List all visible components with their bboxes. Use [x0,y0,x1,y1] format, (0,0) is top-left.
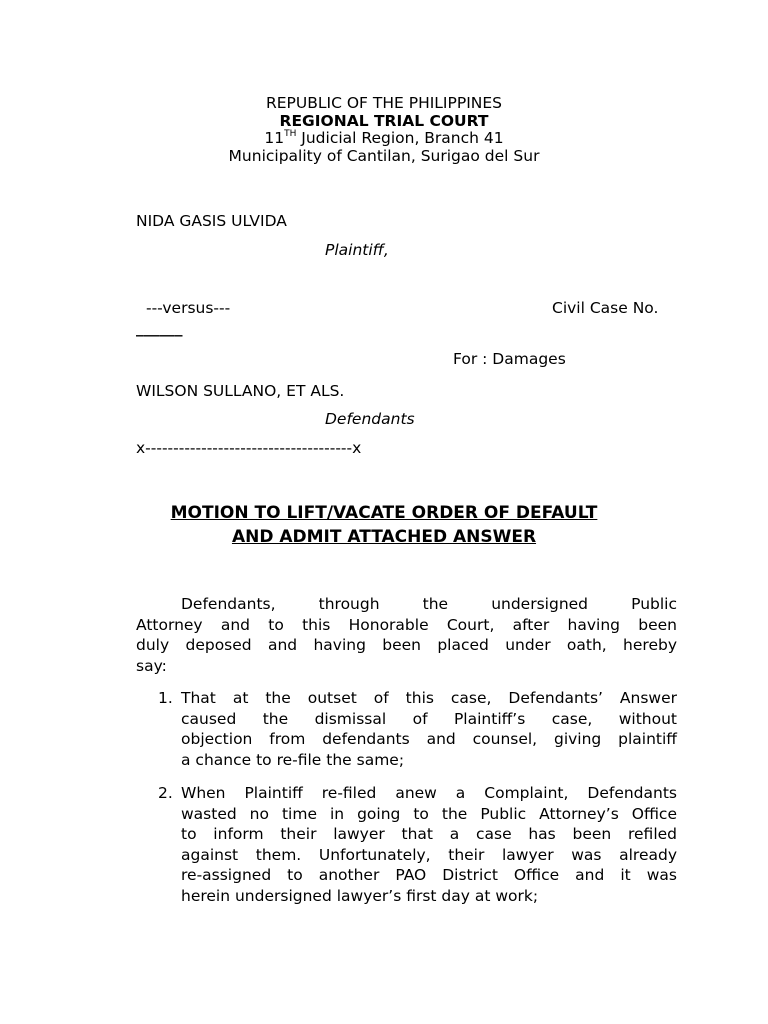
intro-line: Defendants, through the undersigned Public [181,595,677,613]
list-item-line: That at the outset of this case, Defendants’ Answer [181,689,677,707]
list-item-line: re-assigned to another PAO District Office and it was [181,866,677,884]
motion-title-line2: AND ADMIT ATTACHED ANSWER [231,527,537,547]
case-number-blank: ______ [136,319,183,337]
list-item-number: 1. [158,689,173,707]
intro-line: say: [136,656,167,675]
caption-divider: x-------------------------------------x [136,439,362,457]
defendant-name: WILSON SULLANO, ET ALS. [136,382,345,400]
motion-title-line1: MOTION TO LIFT/VACATE ORDER OF DEFAULT [170,503,598,523]
case-nature: For : Damages [453,350,566,368]
list-item-line: herein undersigned lawyer’s first day at work; [181,886,539,905]
list-item-line: to inform their lawyer that a case has been refiled [181,825,677,843]
intro-line: Attorney and to this Honorable Court, after having been [136,615,677,634]
list-item-line: against them. Unfortunately, their lawyer was already [181,845,677,864]
list-item-line: wasted no time in going to the Public Attorney’s Office [181,804,677,823]
header-municipality: Municipality of Cantilan, Surigao del Sur [228,147,540,165]
defendant-role: Defendants [325,410,415,428]
list-item-text [181,783,677,906]
list-item-text [181,688,677,770]
header-republic: REPUBLIC OF THE PHILIPPINES [265,94,502,112]
list-item-line: caused the dismissal of Plaintiff’s case, without [181,709,677,728]
list-item-line: a chance to re-file the same; [181,750,405,769]
versus-label: ---versus--- [146,299,231,317]
intro-line: duly deposed and having been placed under oath, hereby [136,636,677,654]
list-item-line: objection from defendants and counsel, giving plaintiff [181,730,677,748]
plaintiff-role: Plaintiff, [325,241,389,259]
header-region-ordinal: TH [284,129,297,139]
case-number-label: Civil Case No. [552,299,659,317]
header-court: REGIONAL TRIAL COURT [279,112,489,130]
plaintiff-name: NIDA GASIS ULVIDA [136,212,287,230]
list-item-line: When Plaintiff re-filed anew a Complaint, Defendants [181,784,677,802]
header-region [0,131,768,147]
header-region-number: 11 [264,129,285,147]
list-item-number: 2. [158,784,173,802]
header-region-branch: Judicial Region, Branch 41 [296,129,504,147]
intro-paragraph [136,594,677,676]
